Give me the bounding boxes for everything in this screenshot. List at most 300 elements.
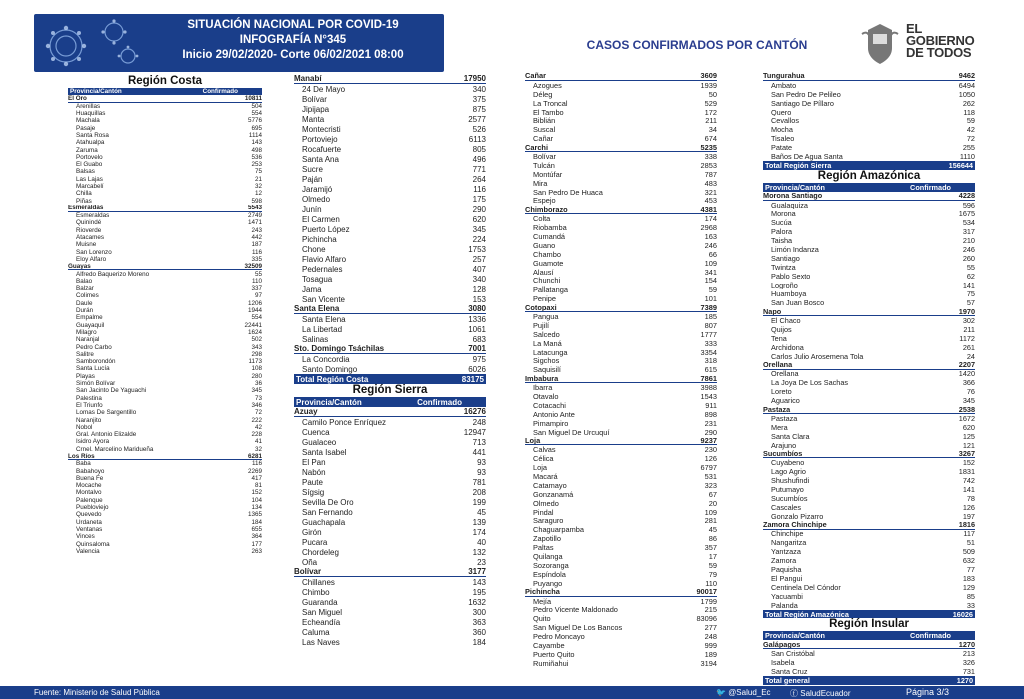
row-name: Santiago <box>771 253 800 263</box>
column-2 <box>294 74 486 647</box>
row-value: 742 <box>962 476 975 486</box>
row-value: 152 <box>962 458 975 468</box>
row-name: Pedro Carbo <box>76 343 112 351</box>
canton-row <box>294 294 486 304</box>
row-name: Chaguarpamba <box>533 525 584 535</box>
canton-row <box>525 276 717 285</box>
canton-row <box>68 351 262 358</box>
row-value: 1365 <box>247 511 262 519</box>
row-name: San Fernando <box>302 507 353 517</box>
total-row <box>763 610 975 619</box>
row-value: 134 <box>251 504 262 512</box>
canton-row <box>525 481 717 490</box>
row-name: Shushufindi <box>771 476 810 486</box>
row-name: Pujilí <box>533 320 550 330</box>
province-row <box>525 437 717 446</box>
row-value: 116 <box>473 184 486 194</box>
canton-row <box>525 401 717 410</box>
row-name: Camilo Ponce Enríquez <box>302 417 387 427</box>
title-line-1: SITUACIÓN NACIONAL POR COVID-19 <box>187 19 399 31</box>
row-name: San Miguel De Los Bancos <box>533 623 623 633</box>
row-name: Limón Indanza <box>771 245 819 254</box>
canton-row <box>525 330 717 339</box>
row-name: San Vicente <box>302 294 345 304</box>
row-value: 5543 <box>247 204 262 212</box>
canton-row <box>294 334 486 344</box>
canton-row <box>763 414 975 423</box>
facebook-handle[interactable]: ⓕ SaludEcuador <box>790 689 851 698</box>
canton-row <box>525 454 717 463</box>
row-value: 5235 <box>700 143 717 152</box>
canton-row <box>68 300 262 307</box>
canton-row <box>763 352 975 361</box>
canton-row <box>68 519 262 526</box>
canton-row <box>763 583 975 592</box>
canton-row <box>68 497 262 504</box>
canton-row <box>68 416 262 423</box>
row-name: Jaramijó <box>302 184 333 194</box>
row-value: 174 <box>472 527 486 537</box>
row-value: 185 <box>704 312 717 321</box>
row-value: 9237 <box>700 436 717 445</box>
row-value: 509 <box>962 547 975 557</box>
row-name: Logroño <box>771 280 798 290</box>
row-value: 24 <box>966 351 975 361</box>
row-name: Marcabelí <box>76 183 104 190</box>
row-name: Santa Lucía <box>76 365 110 373</box>
canton-row <box>294 467 486 477</box>
row-name: Esmeraldas <box>76 212 110 220</box>
row-name: Esmeraldas <box>68 204 104 212</box>
row-name: Riobamba <box>533 223 567 233</box>
canton-row <box>68 314 262 321</box>
row-value: 90017 <box>696 587 717 597</box>
row-name: Pindal <box>533 507 554 517</box>
row-value: 620 <box>472 214 486 224</box>
row-name: Mocha <box>771 125 793 135</box>
province-row <box>68 453 262 460</box>
row-value: 50 <box>708 89 717 99</box>
row-value: 42 <box>966 125 975 135</box>
row-name: Pimampiro <box>533 418 569 428</box>
canton-row <box>68 322 262 329</box>
row-value: 6494 <box>958 80 975 90</box>
canton-row <box>763 458 975 467</box>
row-name: Galápagos <box>763 640 801 649</box>
row-value: 20 <box>708 498 717 508</box>
row-name: El Oro <box>68 95 87 102</box>
row-name: El Pan <box>302 457 326 467</box>
canton-row <box>68 278 262 285</box>
row-value: 128 <box>472 284 486 294</box>
row-value: 632 <box>962 556 975 566</box>
row-name: Sto. Domingo Tsáchilas <box>294 344 385 353</box>
total-row <box>763 161 975 170</box>
row-value: 345 <box>962 396 975 406</box>
row-name: Cotacachi <box>533 400 566 410</box>
province-row <box>763 405 975 414</box>
row-value: 338 <box>704 152 717 161</box>
canton-row <box>294 204 486 214</box>
canton-row <box>763 263 975 272</box>
row-name: Pastaza <box>771 413 798 423</box>
canton-row <box>763 423 975 432</box>
row-value: 257 <box>472 254 486 264</box>
province-row <box>525 72 717 81</box>
row-value: 45 <box>477 507 486 517</box>
row-value: 1336 <box>468 314 486 324</box>
row-value: 97 <box>254 292 262 300</box>
row-name: Guano <box>533 240 556 250</box>
row-name: Gualaquiza <box>771 200 808 210</box>
row-name: Gualaceo <box>302 437 337 447</box>
row-value: 596 <box>962 200 975 210</box>
canton-row <box>294 224 486 234</box>
row-name: Oña <box>302 557 318 567</box>
canton-row <box>525 561 717 570</box>
row-name: Isidro Ayora <box>76 438 110 446</box>
row-value: 153 <box>472 294 486 304</box>
province-row <box>294 344 486 354</box>
canton-row <box>763 236 975 245</box>
row-value: 302 <box>962 316 975 326</box>
row-value: 208 <box>472 487 486 497</box>
region-heading: Región Insular <box>829 618 909 631</box>
canton-row <box>763 289 975 298</box>
canton-row <box>525 250 717 259</box>
row-value: 281 <box>704 516 717 526</box>
canton-row <box>525 463 717 472</box>
row-value: 496 <box>472 154 486 164</box>
canton-row <box>525 383 717 392</box>
row-name: Ibarra <box>533 383 553 393</box>
canton-row <box>763 565 975 574</box>
row-value: 2968 <box>700 223 717 233</box>
row-name: San Miguel <box>302 607 343 617</box>
row-name: Tungurahua <box>763 72 805 81</box>
row-value: 911 <box>705 400 717 410</box>
row-name: El Triunfo <box>76 401 103 409</box>
row-value: 1471 <box>247 219 262 227</box>
row-name: Chinchipe <box>771 529 804 539</box>
row-value: 1831 <box>958 467 975 477</box>
region-heading: Región Amazónica <box>817 169 921 182</box>
row-name: Quito <box>533 614 551 624</box>
twitter-handle[interactable]: 🐦 @Salud_Ec <box>716 688 771 697</box>
canton-row <box>68 380 262 387</box>
row-name: Puyango <box>533 578 563 588</box>
row-name: Machala <box>76 117 100 125</box>
canton-row <box>294 364 486 374</box>
row-name: Célica <box>533 454 554 464</box>
canton-row <box>68 336 262 343</box>
canton-row <box>525 490 717 499</box>
row-value: 154 <box>704 276 717 286</box>
row-name: Santa Elena <box>302 314 346 324</box>
row-value: 104 <box>251 496 262 504</box>
province-row <box>294 74 486 84</box>
canton-row <box>763 538 975 547</box>
row-name: Lomas De Sargentillo <box>76 409 137 417</box>
row-value: 999 <box>704 641 717 650</box>
row-value: 41 <box>254 438 262 446</box>
canton-row <box>525 214 717 223</box>
province-row <box>525 588 717 597</box>
canton-row <box>68 183 262 190</box>
row-value: 554 <box>251 110 262 118</box>
region-heading: Región Sierra <box>352 384 428 396</box>
row-name: Cevallos <box>771 116 799 126</box>
province-row <box>525 205 717 214</box>
row-value: 32 <box>254 445 262 453</box>
row-name: Pedernales <box>302 264 343 274</box>
row-value: 6026 <box>468 364 486 374</box>
row-name: Balao <box>76 277 93 285</box>
canton-row <box>294 274 486 284</box>
row-name: Isabela <box>771 658 795 667</box>
row-value: 655 <box>251 525 262 533</box>
row-value: 6113 <box>468 134 486 144</box>
canton-row <box>525 579 717 588</box>
row-value: 34 <box>708 125 717 135</box>
row-name: Sucumbíos <box>763 449 803 458</box>
row-name: Crnel. Marcelino Maridueña <box>76 445 154 453</box>
row-value: 224 <box>472 234 486 244</box>
canton-row <box>68 373 262 380</box>
canton-row <box>525 259 717 268</box>
canton-row <box>525 508 717 517</box>
twitter-icon: 🐦 <box>716 688 729 697</box>
row-value: 263 <box>251 547 262 555</box>
canton-row <box>525 605 717 614</box>
row-value: 343 <box>251 343 262 351</box>
row-value: 536 <box>251 153 262 161</box>
canton-row <box>68 343 262 350</box>
row-name: Naranjito <box>76 416 102 424</box>
row-name: Quero <box>771 107 792 117</box>
row-value: 110 <box>251 277 262 285</box>
canton-row <box>525 125 717 134</box>
row-name: Zaruma <box>76 146 98 154</box>
row-name: Quinindé <box>76 219 102 227</box>
row-name: Santo Domingo <box>302 364 358 374</box>
row-value: 787 <box>704 169 717 179</box>
table-header-row <box>68 88 262 95</box>
canton-row <box>68 197 262 204</box>
canton-row <box>525 552 717 561</box>
row-name: Portovelo <box>76 153 103 161</box>
row-value: 1624 <box>247 328 262 336</box>
row-name: Huaquillas <box>76 110 106 118</box>
row-name: Montecristi <box>302 124 341 134</box>
canton-row <box>294 637 486 647</box>
row-value: 2207 <box>958 360 975 370</box>
row-value: 4228 <box>958 191 975 201</box>
canton-row <box>294 607 486 617</box>
row-value: 4381 <box>700 205 717 214</box>
row-value: 1753 <box>468 244 486 254</box>
row-name: Quijos <box>771 325 792 334</box>
row-name: Cuyabeno <box>771 458 805 468</box>
infographic-title <box>150 18 436 63</box>
canton-row <box>525 339 717 348</box>
canton-row <box>763 334 975 343</box>
canton-row <box>68 438 262 445</box>
row-value: 93 <box>477 467 486 477</box>
row-value: 975 <box>472 354 486 364</box>
row-name: Santa Cruz <box>771 667 808 676</box>
canton-row <box>68 292 262 299</box>
canton-row <box>525 534 717 543</box>
province-row <box>763 450 975 459</box>
canton-row <box>294 427 486 437</box>
row-value: 163 <box>704 232 717 241</box>
row-value: 36 <box>254 380 262 388</box>
row-value: 126 <box>962 502 975 512</box>
row-value: 674 <box>704 134 717 144</box>
canton-row <box>763 325 975 334</box>
row-name: Morona Santiago <box>763 191 823 201</box>
canton-row <box>763 601 975 610</box>
canton-row <box>763 298 975 307</box>
row-name: Simón Bolívar <box>76 380 116 388</box>
row-value: 3194 <box>700 658 717 668</box>
canton-row <box>294 517 486 527</box>
row-name: Balzar <box>76 285 94 293</box>
row-name: La Joya De Los Sachas <box>771 378 849 388</box>
row-name: Atacames <box>76 234 104 242</box>
row-value: 67 <box>708 489 717 499</box>
row-value: 2269 <box>247 467 262 475</box>
canton-row <box>763 485 975 494</box>
row-name: Napo <box>763 307 782 316</box>
row-name: Bolívar <box>294 567 322 576</box>
row-name: Milagro <box>76 328 97 336</box>
canton-row <box>294 214 486 224</box>
province-row <box>294 567 486 577</box>
row-name: Chambo <box>533 249 561 259</box>
row-name: Sucúa <box>771 218 792 228</box>
row-name: San Miguel De Urcuquí <box>533 427 610 437</box>
canton-row <box>763 530 975 539</box>
row-value: 1944 <box>247 307 262 315</box>
row-name: Rumiñahui <box>533 658 569 668</box>
canton-row <box>294 84 486 94</box>
row-name: Latacunga <box>533 347 568 357</box>
row-value: 807 <box>704 320 717 330</box>
row-value: 246 <box>962 245 975 254</box>
row-name: Balsas <box>76 168 95 176</box>
row-name: Paján <box>302 174 323 184</box>
row-value: 228 <box>251 431 262 439</box>
canton-row <box>68 460 262 467</box>
row-name: Mera <box>771 422 788 432</box>
row-value: 363 <box>472 617 486 627</box>
row-name: Tosagua <box>302 274 333 284</box>
row-value: 109 <box>704 258 717 268</box>
canton-row <box>525 428 717 437</box>
column-1 <box>68 75 262 555</box>
row-value: 248 <box>472 417 486 427</box>
row-name: Cañar <box>525 72 546 81</box>
row-value: 12947 <box>463 427 486 437</box>
row-value: 375 <box>472 94 486 104</box>
row-value: 246 <box>704 240 717 250</box>
canton-row <box>763 441 975 450</box>
canton-row <box>68 117 262 124</box>
row-value: 116 <box>251 248 262 256</box>
row-name: Loja <box>525 436 541 445</box>
canton-row <box>525 472 717 481</box>
row-value: 3267 <box>958 449 975 458</box>
row-value: 280 <box>251 372 262 380</box>
row-name: Saquisilí <box>533 365 561 375</box>
canton-row <box>68 358 262 365</box>
row-value: 59 <box>708 560 717 570</box>
row-value: 1799 <box>700 596 717 606</box>
canton-row <box>763 658 975 667</box>
row-name: Taisha <box>771 236 793 246</box>
row-name: Urdaneta <box>76 518 102 526</box>
canton-row <box>763 378 975 387</box>
column-3 <box>525 72 717 668</box>
row-value: 12 <box>254 190 262 198</box>
row-value: 1270 <box>956 675 973 685</box>
row-value: 83096 <box>696 614 717 624</box>
canton-row <box>525 650 717 659</box>
row-name: Sígsig <box>302 487 325 497</box>
row-name: Paquisha <box>771 565 802 574</box>
page-header <box>0 0 1024 74</box>
column-header-confirmado: Confirmado <box>202 88 238 96</box>
row-value: 109 <box>704 507 717 517</box>
row-name: Guachapala <box>302 517 346 527</box>
row-name: Empalme <box>76 314 103 322</box>
row-name: Bolívar <box>533 152 557 161</box>
row-name: Cuenca <box>302 427 330 437</box>
canton-row <box>525 419 717 428</box>
row-value: 55 <box>254 270 262 278</box>
row-name: Zapotillo <box>533 534 561 544</box>
row-name: San Pedro De Huaca <box>533 187 603 197</box>
row-name: San Pedro De Pelileo <box>771 89 841 99</box>
row-name: Durán <box>76 307 94 315</box>
canton-row <box>68 139 262 146</box>
canton-row <box>525 614 717 623</box>
row-name: Orellana <box>763 360 793 370</box>
title-line-2: INFOGRAFÍA N°345 <box>239 34 347 46</box>
row-value: 59 <box>708 285 717 295</box>
canton-row <box>525 321 717 330</box>
table-header-row <box>763 183 975 192</box>
canton-row <box>68 365 262 372</box>
row-name: Ambato <box>771 80 797 90</box>
row-name: Quevedo <box>76 511 102 519</box>
canton-row <box>68 467 262 474</box>
row-value: 1173 <box>248 358 262 366</box>
canton-row <box>525 357 717 366</box>
row-name: Tulcán <box>533 160 555 170</box>
row-value: 323 <box>704 480 717 490</box>
column-header-provincia: Provincia/Cantón <box>765 631 826 641</box>
row-name: El Carmen <box>302 214 340 224</box>
row-name: Sucumbíos <box>771 493 808 503</box>
page-heading: CASOS CONFIRMADOS POR CANTÓN <box>586 38 808 52</box>
canton-row <box>294 284 486 294</box>
row-value: 156644 <box>948 160 973 170</box>
row-value: 6281 <box>247 452 262 460</box>
province-row <box>294 407 486 417</box>
